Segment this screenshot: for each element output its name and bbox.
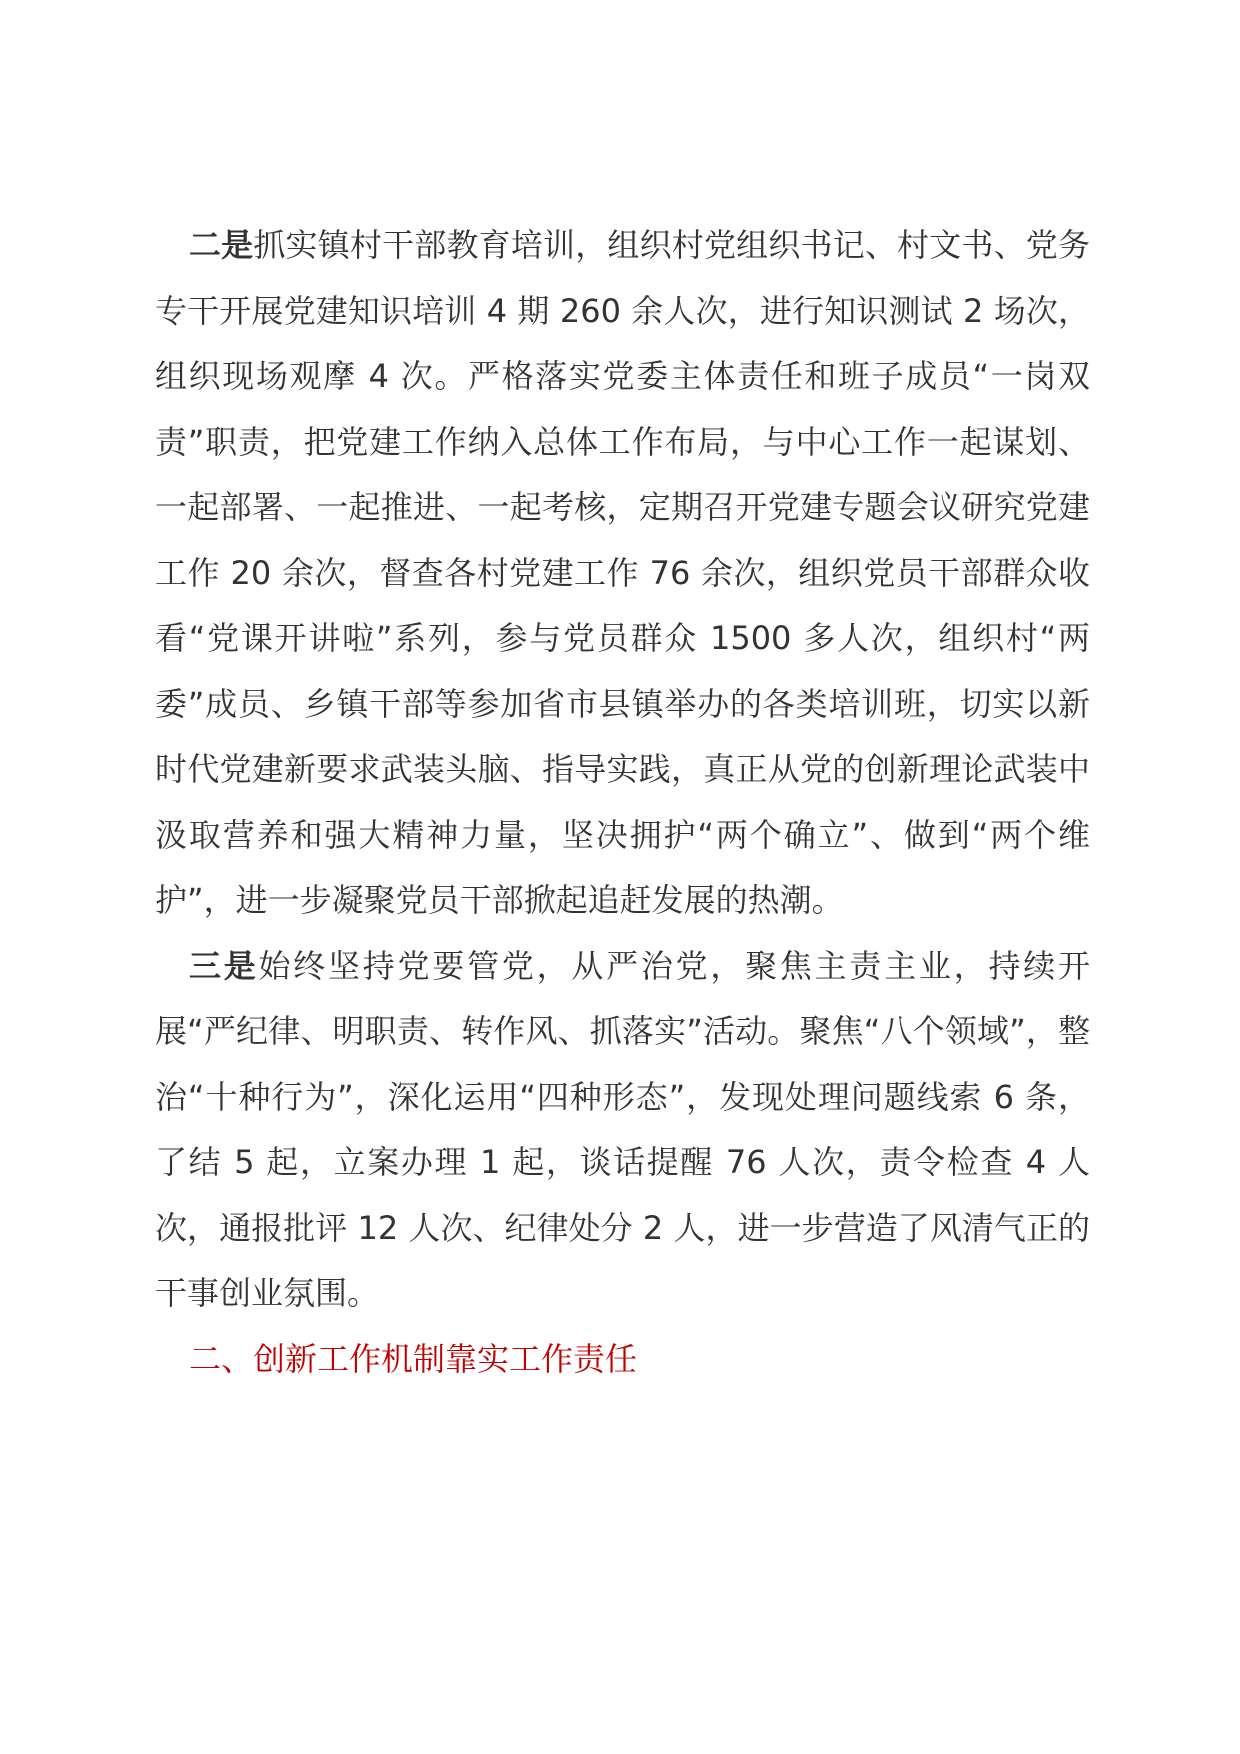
paragraph-lead: 三是	[189, 946, 259, 985]
paragraph-text: 抓实镇村干部教育培训，组织村党组织书记、村文书、党务专干开展党建知识培训 4 期 260 余人次，进行知识测试 2 场次，组织现场观摩 4 次。严格落实党委主体责任和班子成员“一岗双责”职责，把党建工作纳入总体工作布局，与中心工作一起谋划、一起部署、一起推进、一起考核，定期召开党建专题会议研究党建工作 20 余次，督查各村党建工作 76 余次，组织党员干部群众收看“党课开讲啦”系列，参与党员群众 1500 多人次，组织村“两委”成员、乡镇干部等参加省市县镇举办的各类培训班，切实以新时代党建新要求武装头脑、指导实践，真正从党的创新理论武装中汲取营养和强大精神力量，坚决拥护“两个确立”、做到“两个维护”，进一步凝聚党员干部掀起追赶发展的热潮。	[155, 226, 1090, 919]
paragraph-lead: 二是	[189, 226, 254, 264]
document-page	[155, 213, 1090, 1392]
section-heading: 二、创新工作机制靠实工作责任	[189, 1339, 638, 1378]
paragraph-erShi	[155, 213, 1090, 934]
paragraph-text: 始终坚持党要管党，从严治党，聚焦主责主业，持续开展“严纪律、明职责、转作风、抓落实”活动。聚焦“八个领域”，整治“十种行为”，深化运用“四种形态”，发现处理问题线索 6 条，了结 5 起，立案办理 1 起，谈话提醒 76 人次，责令检查 4 人次，通报批评 12 人次、纪律处分 2 人，进一步营造了风清气正的干事创业氛围。	[155, 946, 1090, 1312]
paragraph-sanShi	[155, 934, 1090, 1327]
